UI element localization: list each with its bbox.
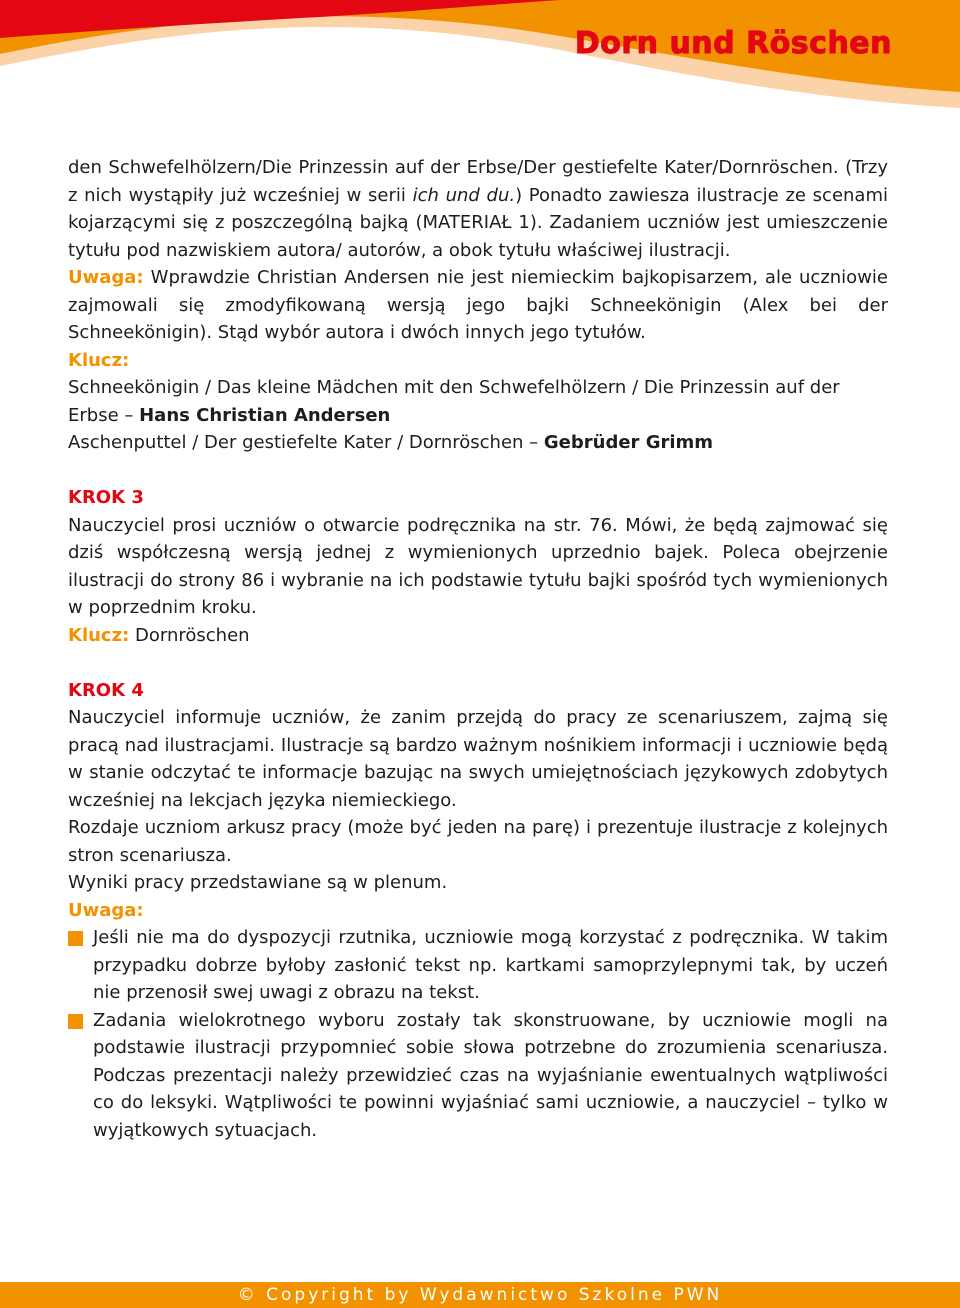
krok3-heading: KROK 3 (68, 487, 144, 508)
bullet-square-icon (68, 1014, 83, 1029)
intro-key-label: Klucz: (68, 349, 130, 371)
krok4-note-label: Uwaga: (68, 899, 144, 921)
intro-paragraph: den Schwefelhölzern/Die Prinzessin auf der Erbse/Der gestiefelte Kater/Dornröschen. (Trzy z nich wystąpiły już wcześniej w serii ich und du.) Ponadto zawiesza ilustracje ze scenami kojarzącymi się z poszczególną bajką (MATERIAŁ 1). Zadaniem uczniów jest umieszczenie tytułu pod nazwiskiem autora/ autorów, a obok tytułu właściwej ilustracji. (68, 157, 888, 261)
document-title: Dorn und Röschen (574, 26, 892, 61)
intro-key-line-1: Schneekönigin / Das kleine Mädchen mit den Schwefelhölzern / Die Prinzessin auf der Erbse – Hans Christian Andersen (68, 377, 840, 426)
header-wave-graphic (0, 0, 960, 140)
krok3-text: Nauczyciel prosi uczniów o otwarcie podręcznika na str. 76. Mówi, że będą zajmować się dziś współczesną wersją jednej z wymienionych uprzednio bajek. Poleca obejrzenie ilustracji do strony 86 i wybranie na ich podstawie tytułu bajki spośród tych wymienionych w poprzednim kroku. (68, 514, 888, 618)
krok4-heading: KROK 4 (68, 679, 144, 701)
list-item: Zadania wielokrotnego wyboru zostały tak skonstruowane, by uczniowie mogli na podstawie ilustracji przypomnieć sobie słowa potrzebne do zrozumienia scenariusza. Podczas prezentacji należy przewidzieć czas na wyjaśnianie ewentualnych wątpliwości co do leksyki. Wątpliwości te powinni wyjaśniać sami uczniowie, a nauczyciel – tylko w wyjątkowych sytuacjach. (68, 1007, 888, 1145)
header-banner (0, 0, 960, 140)
intro-key-line-2: Aschenputtel / Der gestiefelte Kater / Dornröschen – Gebrüder Grimm (68, 432, 714, 453)
krok4-paragraph-1: Nauczyciel informuje uczniów, że zanim przejdą do pracy ze scenariuszem, zajmą się pracą nad ilustracjami. Ilustracje są bardzo ważnym nośnikiem informacji i uczniowie będą w stanie odczytać te informacje bazując na swych umiejętnościach językowych zdobytych wcześniej na lekcjach języka niemieckiego. (68, 707, 888, 811)
krok4-paragraph-2: Rozdaje uczniom arkusz pracy (może być jeden na parę) i prezentuje ilustracje z kolejnych stron scenariusza. (68, 817, 888, 866)
note-label: Uwaga: (68, 267, 144, 288)
list-item: Jeśli nie ma do dyspozycji rzutnika, uczniowie mogą korzystać z podręcznika. W takim przypadku dobrze byłoby zasłonić tekst np. kartkami samoprzylepnymi tak, by uczeń nie przenosił swej uwagi z obrazu na tekst. (68, 924, 888, 1007)
krok4-paragraph-3: Wyniki pracy przedstawiane są w plenum. (68, 872, 448, 893)
intro-note: Uwaga: Wprawdzie Christian Andersen nie jest niemieckim bajkopisarzem, ale uczniowie zajmowali się zmodyfikowaną wersją jego bajki Schneekönigin (Alex bei der Schneekönigin). Stąd wybór autora i dwóch innych jego tytułów. (68, 267, 888, 343)
bullet-square-icon (68, 931, 83, 946)
footer-copyright: © Copyright by Wydawnictwo Szkolne PWN (0, 1282, 960, 1308)
krok3-key: Klucz: Dornröschen (68, 624, 250, 646)
main-content (68, 154, 888, 1144)
